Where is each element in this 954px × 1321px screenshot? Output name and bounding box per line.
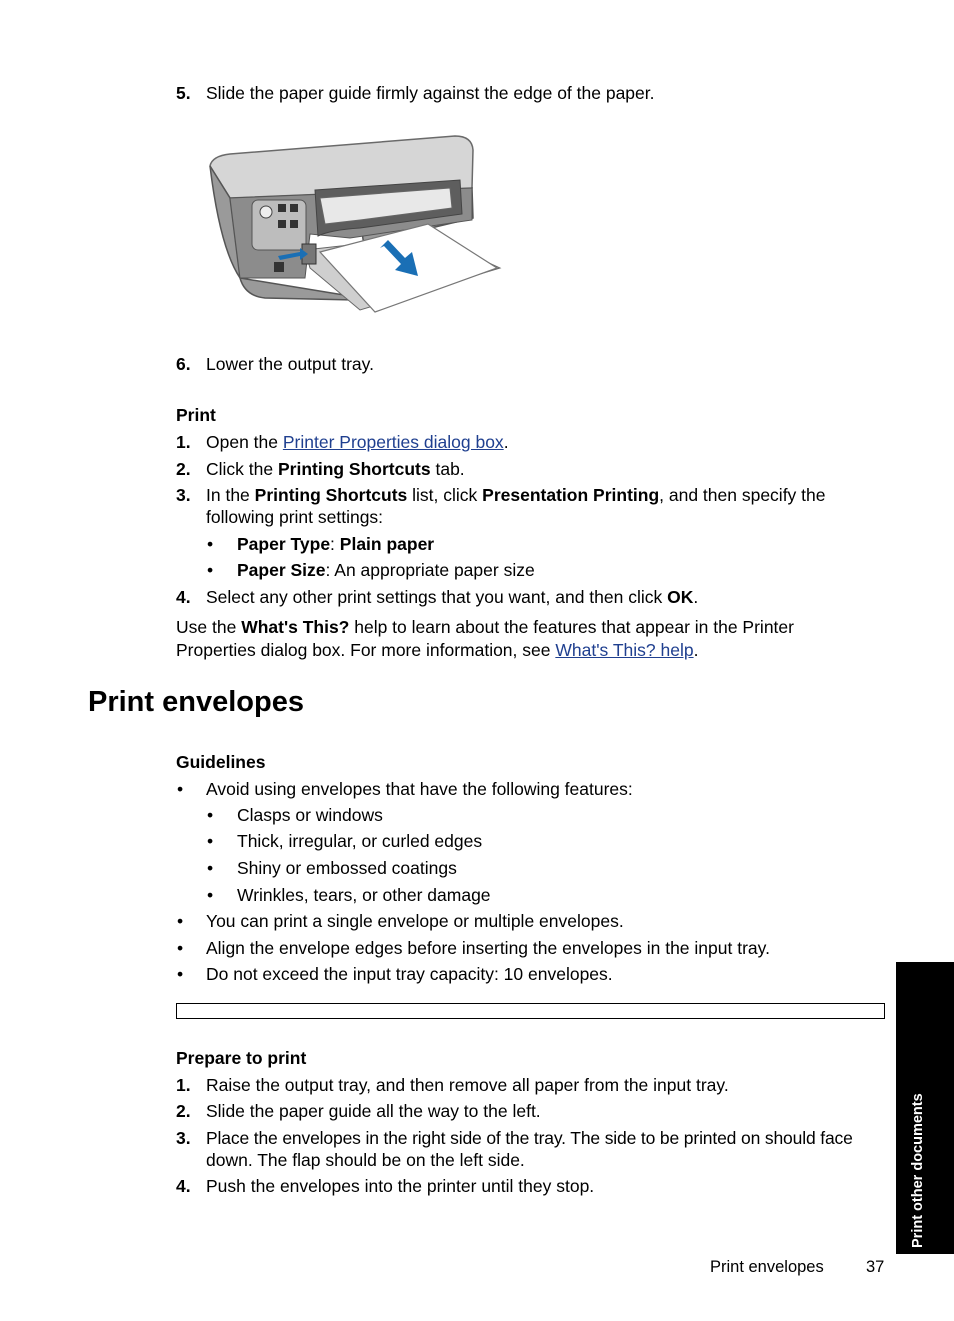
bullet: •: [207, 885, 214, 905]
step-number: 2.: [176, 1101, 191, 1121]
step-number: 6.: [176, 354, 191, 374]
whats-this-paragraph-continued: Properties dialog box. For more information, see What's This? help.: [176, 640, 699, 660]
bullet: •: [207, 560, 214, 580]
print-heading: Print: [176, 405, 216, 425]
bullet: •: [177, 964, 184, 984]
step-text: Push the envelopes into the printer until they stop.: [206, 1176, 595, 1196]
guideline-item: You can print a single envelope or multiple envelopes.: [206, 911, 624, 931]
step-number: 3.: [176, 1128, 191, 1148]
step-text: Select any other print settings that you want, and then click OK.: [206, 587, 699, 607]
step-text-continued: following print settings:: [206, 507, 384, 527]
step-number: 3.: [176, 485, 191, 505]
step-number: 4.: [176, 587, 191, 607]
section-title: Print envelopes: [88, 686, 304, 718]
step-text: Raise the output tray, and then remove all paper from the input tray.: [206, 1075, 729, 1095]
guidelines-heading: Guidelines: [176, 752, 266, 772]
footer-section: Print envelopes: [710, 1258, 824, 1276]
feature-item: Clasps or windows: [237, 805, 383, 825]
feature-item: Shiny or embossed coatings: [237, 858, 457, 878]
step-number: 2.: [176, 459, 191, 479]
bullet: •: [177, 938, 184, 958]
whats-this-paragraph: Use the What's This? help to learn about the features that appear in the Printer: [176, 617, 794, 637]
prepare-heading: Prepare to print: [176, 1048, 307, 1068]
whats-this-help-link[interactable]: What's This? help: [555, 640, 694, 660]
setting-item: Paper Type: Plain paper: [237, 534, 435, 554]
guideline-item: Avoid using envelopes that have the following features:: [206, 779, 633, 799]
bullet: •: [207, 805, 214, 825]
bullet: •: [207, 831, 214, 851]
setting-item: Paper Size: An appropriate paper size: [237, 560, 535, 580]
page-number: 37: [866, 1258, 885, 1276]
step-text: In the Printing Shortcuts list, click Presentation Printing, and then specify the: [206, 485, 826, 505]
guideline-item: Align the envelope edges before inserting the envelopes in the input tray.: [206, 938, 770, 958]
chapter-side-tab-label: Print other documents: [910, 1093, 926, 1248]
step-number: 4.: [176, 1176, 191, 1196]
step-number: 5.: [176, 83, 191, 103]
note-box: [176, 1003, 885, 1019]
step-text: Lower the output tray.: [206, 354, 374, 374]
guideline-item: Do not exceed the input tray capacity: 10 envelopes.: [206, 964, 613, 984]
printer-properties-link[interactable]: Printer Properties dialog box: [282, 432, 504, 452]
feature-item: Wrinkles, tears, or other damage: [237, 885, 491, 905]
feature-item: Thick, irregular, or curled edges: [237, 831, 483, 851]
step-text: Open the Printer Properties dialog box.: [206, 432, 509, 452]
printer-paper-guide-illustration: [200, 128, 505, 320]
step-number: 1.: [176, 432, 191, 452]
bullet: •: [177, 779, 184, 799]
step-text: Slide the paper guide firmly against the edge of the paper.: [206, 83, 655, 103]
bullet: •: [177, 911, 184, 931]
step-text: Click the Printing Shortcuts tab.: [206, 459, 465, 479]
step-text: Place the envelopes in the right side of the tray. The side to be printed on should face: [206, 1128, 853, 1148]
bullet: •: [207, 534, 214, 554]
step-number: 1.: [176, 1075, 191, 1095]
step-text-continued: down. The flap should be on the left side.: [206, 1150, 525, 1170]
step-text: Slide the paper guide all the way to the left.: [206, 1101, 541, 1121]
bullet: •: [207, 858, 214, 878]
